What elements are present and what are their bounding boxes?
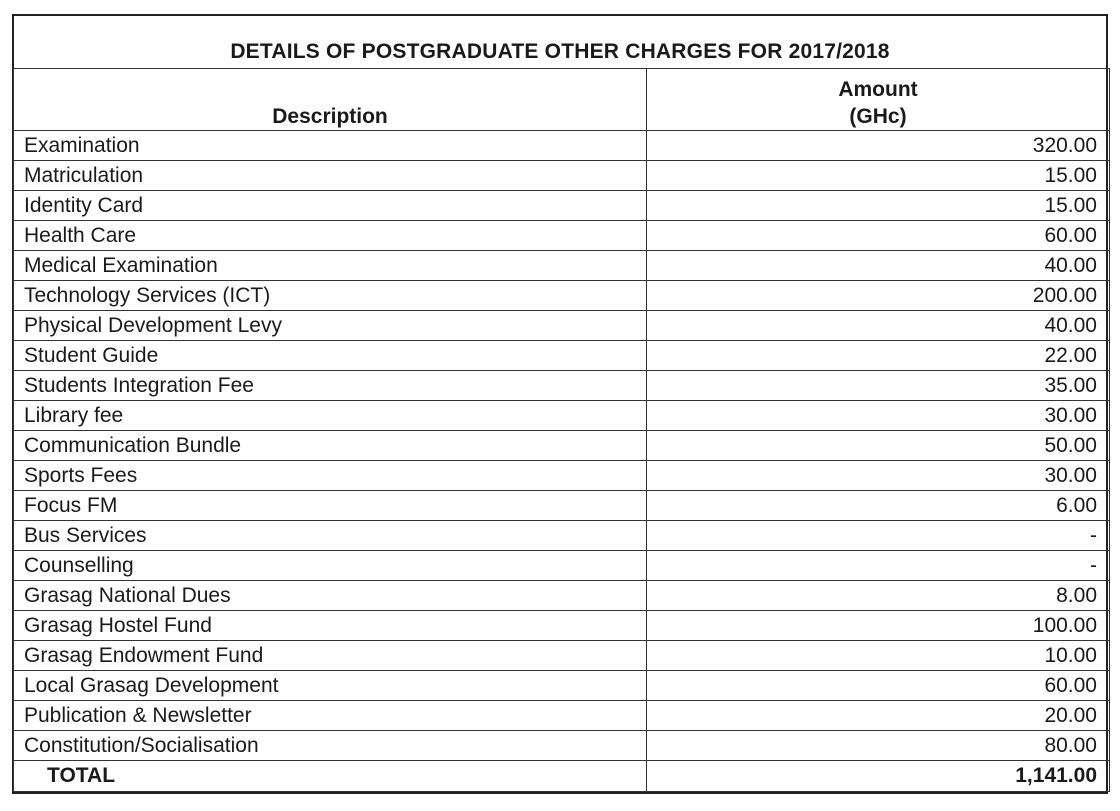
document-title: DETAILS OF POSTGRADUATE OTHER CHARGES FOR 2017/2018: [230, 40, 890, 63]
charge-amount: 22.00: [647, 341, 1110, 371]
table-row: [14, 251, 1110, 281]
table-row: [14, 491, 1110, 521]
charge-amount: -: [647, 551, 1110, 581]
charge-description: Bus Services: [14, 521, 647, 551]
charge-description: Identity Card: [14, 191, 647, 221]
charge-description: Health Care: [14, 221, 647, 251]
total-amount: 1,141.00: [647, 761, 1110, 792]
amount-header-line2: (GHc): [849, 105, 907, 128]
charge-amount: 60.00: [647, 221, 1110, 251]
amount-header-line1: Amount: [838, 78, 918, 101]
charge-description: Local Grasag Development: [14, 671, 647, 701]
charges-table-body: [14, 131, 1110, 761]
table-row: [14, 641, 1110, 671]
total-label: TOTAL: [14, 761, 647, 792]
charge-amount: 30.00: [647, 401, 1110, 431]
table-row: [14, 521, 1110, 551]
table-row: [14, 461, 1110, 491]
charge-amount: 8.00: [647, 581, 1110, 611]
charge-description: Grasag National Dues: [14, 581, 647, 611]
table-row: [14, 311, 1110, 341]
charge-amount: 320.00: [647, 131, 1110, 161]
table-row: [14, 551, 1110, 581]
charge-amount: 15.00: [647, 191, 1110, 221]
table-row: [14, 701, 1110, 731]
charge-description: Communication Bundle: [14, 431, 647, 461]
table-row: [14, 371, 1110, 401]
charge-description: Technology Services (ICT): [14, 281, 647, 311]
table-row: [14, 221, 1110, 251]
charge-amount: 15.00: [647, 161, 1110, 191]
charge-amount: 35.00: [647, 371, 1110, 401]
table-row: [14, 281, 1110, 311]
charge-amount: 200.00: [647, 281, 1110, 311]
table-row: [14, 401, 1110, 431]
charge-amount: 50.00: [647, 431, 1110, 461]
amount-column-header: [647, 69, 1110, 131]
description-column-header: Description: [14, 69, 647, 131]
table-row: [14, 341, 1110, 371]
charge-description: Grasag Hostel Fund: [14, 611, 647, 641]
charge-amount: 40.00: [647, 311, 1110, 341]
charge-description: Publication & Newsletter: [14, 701, 647, 731]
total-row: [14, 761, 1110, 792]
table-row: [14, 431, 1110, 461]
charge-description: Student Guide: [14, 341, 647, 371]
charge-description: Sports Fees: [14, 461, 647, 491]
charge-amount: 40.00: [647, 251, 1110, 281]
charge-description: Matriculation: [14, 161, 647, 191]
charge-description: Focus FM: [14, 491, 647, 521]
charge-amount: 60.00: [647, 671, 1110, 701]
table-row: [14, 131, 1110, 161]
charges-document: [12, 14, 1108, 794]
charge-description: Library fee: [14, 401, 647, 431]
table-row: [14, 161, 1110, 191]
charge-description: Medical Examination: [14, 251, 647, 281]
charge-description: Counselling: [14, 551, 647, 581]
charge-amount: 30.00: [647, 461, 1110, 491]
charge-amount: 10.00: [647, 641, 1110, 671]
charge-amount: -: [647, 521, 1110, 551]
charge-description: Constitution/Socialisation: [14, 731, 647, 761]
charge-amount: 20.00: [647, 701, 1110, 731]
table-row: [14, 671, 1110, 701]
charges-table: [13, 68, 1110, 792]
charge-description: Students Integration Fee: [14, 371, 647, 401]
table-row: [14, 731, 1110, 761]
table-row: [14, 581, 1110, 611]
charge-description: Physical Development Levy: [14, 311, 647, 341]
charge-amount: 80.00: [647, 731, 1110, 761]
charge-amount: 100.00: [647, 611, 1110, 641]
charge-amount: 6.00: [647, 491, 1110, 521]
header-row: [14, 69, 1110, 131]
table-row: [14, 611, 1110, 641]
table-row: [14, 191, 1110, 221]
charge-description: Grasag Endowment Fund: [14, 641, 647, 671]
charge-description: Examination: [14, 131, 647, 161]
